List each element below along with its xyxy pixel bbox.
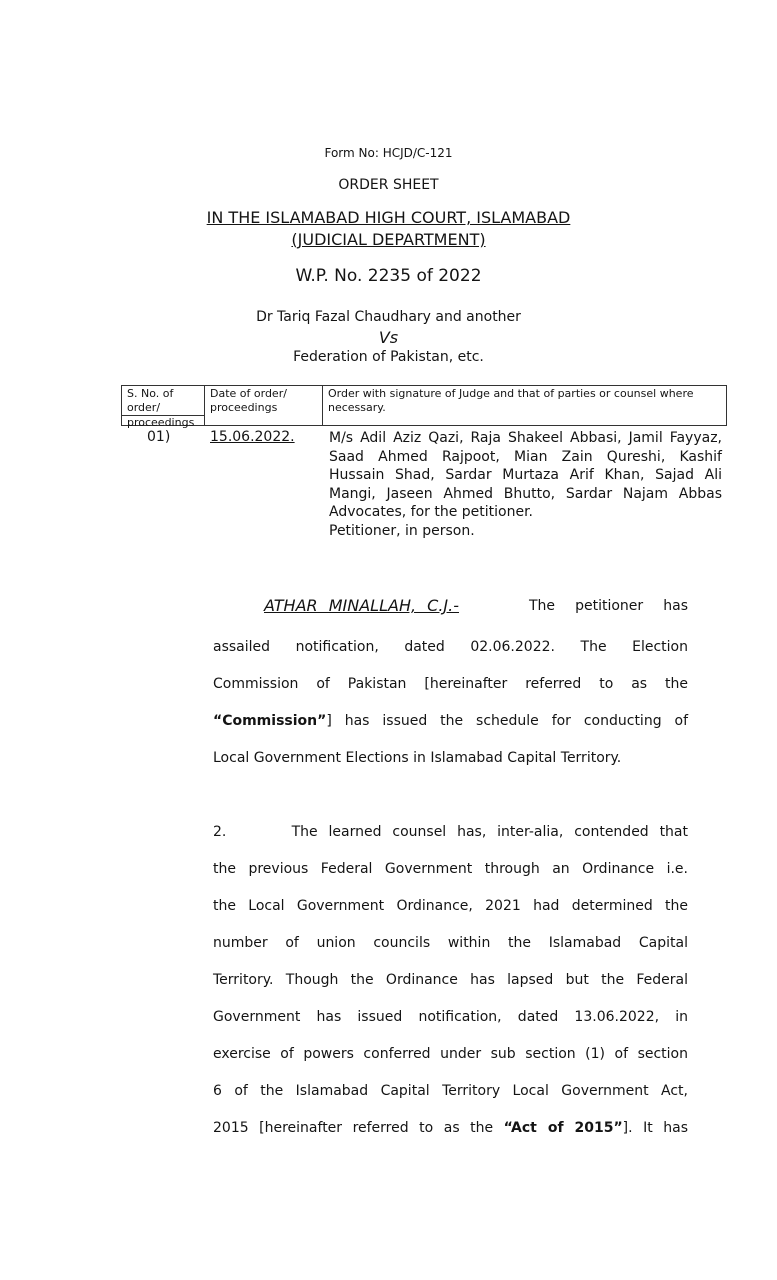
department-name: (JUDICIAL DEPARTMENT) xyxy=(291,230,486,249)
order-line-text: has issued the schedule for conducting of xyxy=(344,713,688,729)
versus-label: Vs xyxy=(378,328,399,347)
header-serial-line: order/ xyxy=(127,401,161,414)
respondent-party: Federation of Pakistan, etc. xyxy=(293,349,484,365)
header-serial-line: S. No. of xyxy=(127,387,174,400)
header-order-line: Order with signature of Judge and that of parties or counsel where xyxy=(328,387,694,400)
order-line: Local Government Elections in Islamabad Capital Territory. xyxy=(213,750,622,766)
commission-term: “Commission” xyxy=(213,713,327,729)
order-line: the Local Government Ordinance, 2021 had determined the xyxy=(213,898,688,914)
court-name: IN THE ISLAMABAD HIGH COURT, ISLAMABAD xyxy=(206,208,571,227)
header-date xyxy=(204,386,322,425)
order-line-text: 2015 [hereinafter referred to as the xyxy=(213,1120,494,1136)
case-number: W.P. No. 2235 of 2022 xyxy=(295,266,482,286)
order-line xyxy=(213,1119,688,1137)
bracket-close: ] xyxy=(326,713,332,729)
order-line: exercise of powers conferred under sub section (1) of section xyxy=(213,1046,688,1062)
order-table-header xyxy=(121,385,727,429)
entry-date: 15.06.2022. xyxy=(210,429,295,445)
act-term: “Act of 2015” xyxy=(503,1120,623,1136)
judge-name: ATHAR MINALLAH, C.J.- xyxy=(264,596,459,615)
order-line-text: ]. It has xyxy=(622,1120,688,1136)
order-line: 6 of the Islamabad Capital Territory Local Government Act, xyxy=(213,1083,688,1099)
order-line: number of union councils within the Islamabad Capital xyxy=(213,935,688,951)
form-number: Form No: HCJD/C-121 xyxy=(324,146,453,160)
appearance-petitioner: Petitioner, in person. xyxy=(329,522,475,539)
order-line: Commission of Pakistan [hereinafter referred to as the xyxy=(213,676,688,692)
order-line: assailed notification, dated 02.06.2022. The Election xyxy=(213,639,688,655)
header-date-line: Date of order/ xyxy=(210,387,287,400)
header-serial-number xyxy=(122,386,204,429)
appearance-counsel: M/s Adil Aziz Qazi, Raja Shakeel Abbasi, Jamil Fayyaz, Saad Ahmed Rajpoot, Mian Zain Qureshi, Kashif Hussain Shad, Sardar Murtaza Arif Khan, Sajad Ali Mangi, Jaseen Ahmed Bhutto, Sardar Najam Abbas Advocates, for the petitioner. xyxy=(329,430,722,521)
order-line: the previous Federal Government through an Ordinance i.e. xyxy=(213,861,688,877)
petitioner-party: Dr Tariq Fazal Chaudhary and another xyxy=(256,309,521,325)
order-line xyxy=(213,712,688,730)
header-order-line: necessary. xyxy=(328,401,386,414)
order-opening-text: The petitioner has xyxy=(529,598,688,614)
entry-serial-number: 01) xyxy=(147,429,171,445)
header-serial-line: proceedings xyxy=(122,415,204,430)
header-date-line: proceedings xyxy=(210,401,278,414)
order-line: 2. The learned counsel has, inter-alia, contended that xyxy=(213,824,688,840)
entry-appearance xyxy=(329,429,722,541)
order-line: Government has issued notification, dated 13.06.2022, in xyxy=(213,1009,688,1025)
order-sheet-heading: ORDER SHEET xyxy=(338,177,439,193)
header-order xyxy=(322,386,726,425)
order-line: Territory. Though the Ordinance has lapsed but the Federal xyxy=(213,972,688,988)
